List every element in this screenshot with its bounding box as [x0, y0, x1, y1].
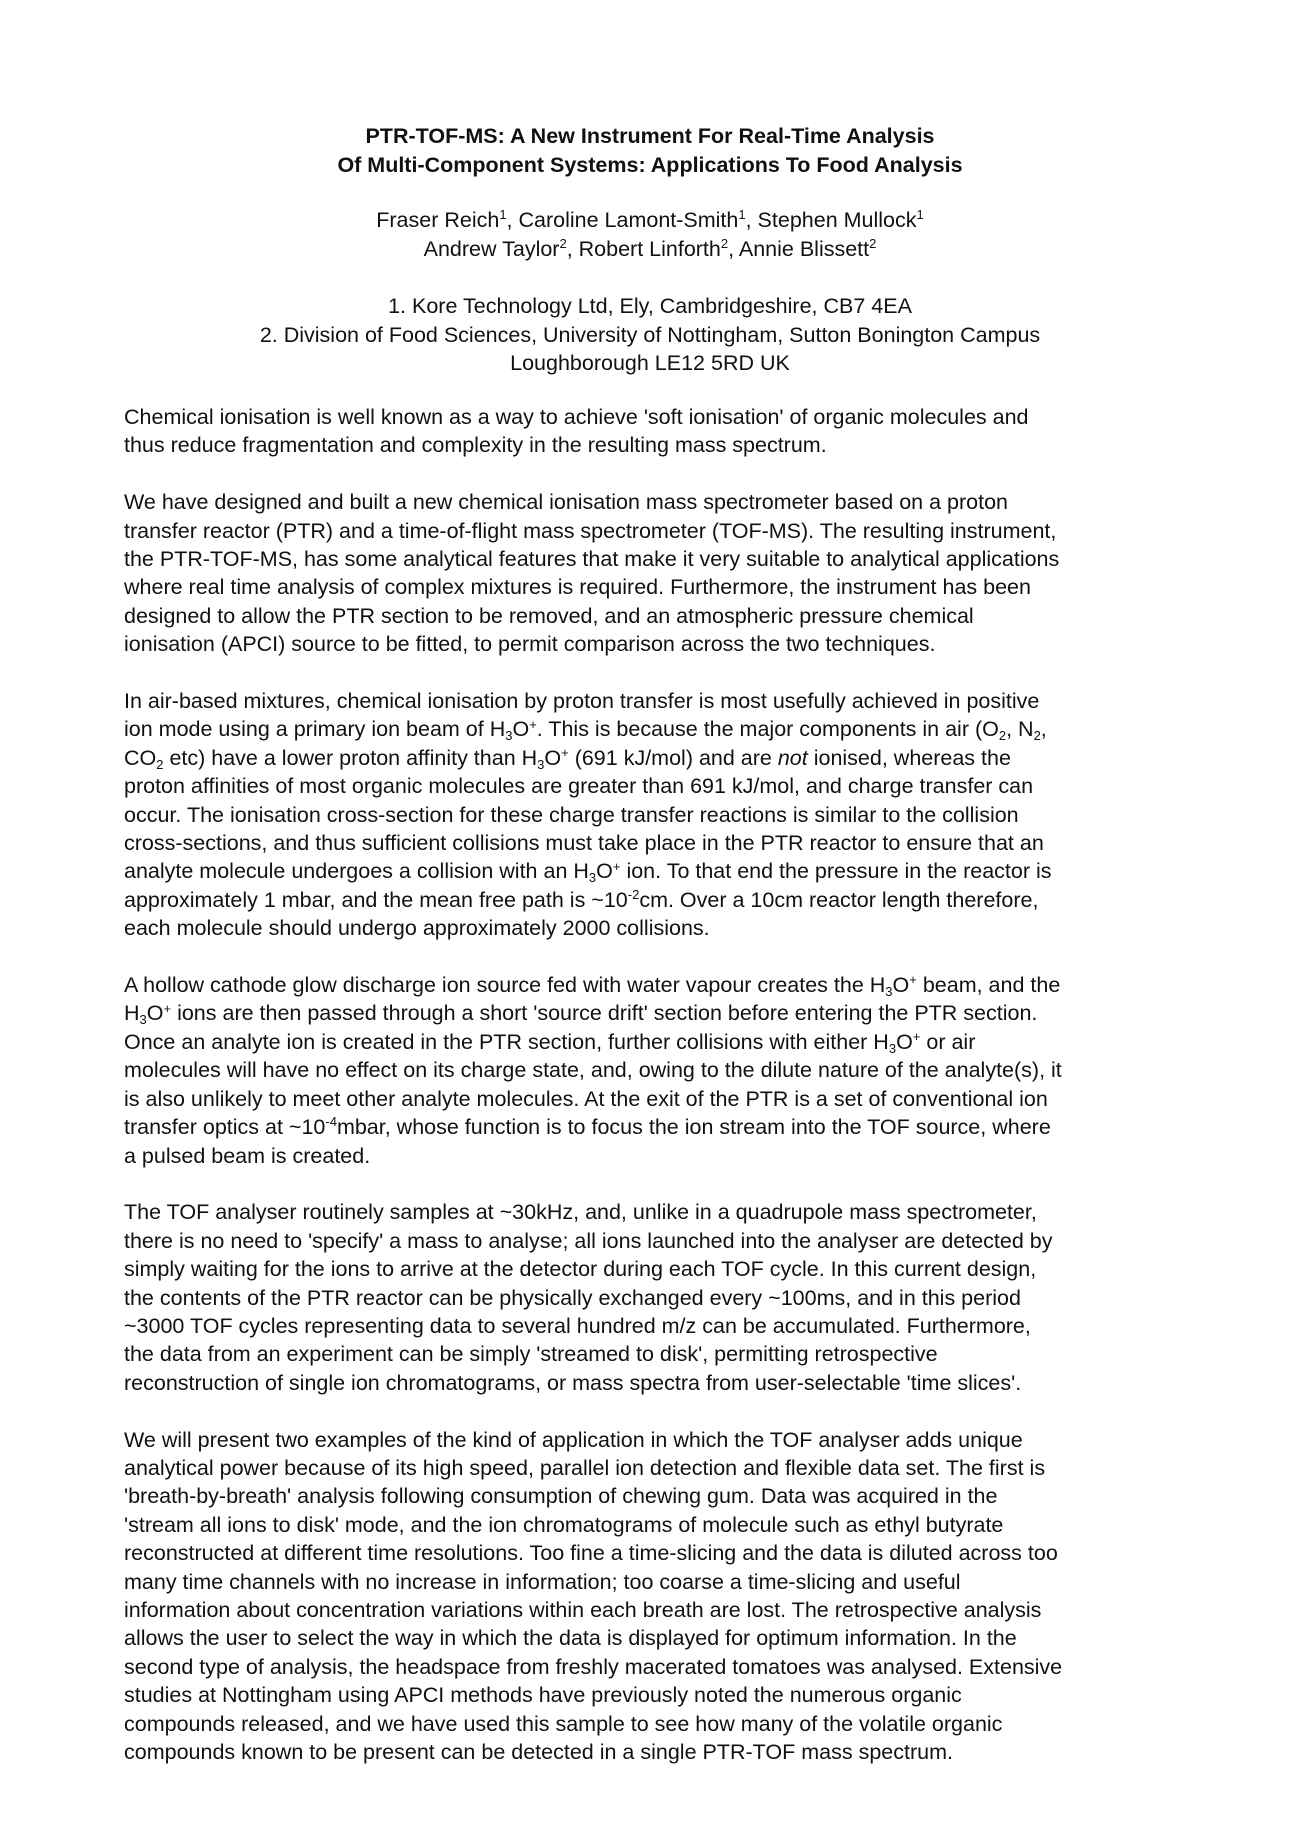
text-line	[124, 517, 1184, 545]
superscript: 2	[559, 236, 567, 252]
text-run: CO	[124, 745, 157, 770]
title-line: Of Multi-Component Systems: Applications To Food Analysis	[337, 153, 963, 177]
text-run: O	[146, 1001, 164, 1026]
text-run: studies at Nottingham using APCI methods have previously noted the numerous organic	[124, 1683, 962, 1708]
text-line	[124, 886, 1184, 914]
text-run: We have designed and built a new chemical ionisation mass spectrometer based on a proton	[124, 490, 1009, 515]
subscript: 3	[888, 1040, 897, 1056]
text-run: We will present two examples of the kind of application in which the TOF analyser adds unique	[124, 1427, 1023, 1452]
text-line	[124, 715, 1184, 743]
text-run: , N	[1006, 717, 1034, 742]
abstract-body	[124, 403, 1184, 1795]
text-run: Andrew Taylor	[423, 237, 560, 261]
affiliation-line: Loughborough LE12 5RD UK	[510, 351, 790, 375]
text-run: Fraser Reich	[376, 208, 500, 232]
text-run: O	[892, 973, 910, 998]
text-run: there is no need to 'specify' a mass to analyse; all ions launched into the analyser are detected by	[124, 1228, 1053, 1253]
text-line	[124, 431, 1184, 459]
text-line	[124, 1653, 1184, 1681]
text-line	[124, 630, 1184, 658]
text-line	[124, 1227, 1184, 1255]
text-run: (691 kJ/mol) and are	[568, 745, 778, 770]
subscript: 3	[139, 1012, 147, 1028]
text-run: reconstructed at different time resolutions. Too fine a time-slicing and the data is diluted across too	[124, 1541, 1058, 1566]
text-run: transfer optics at ~10	[124, 1115, 326, 1140]
text-line	[124, 1312, 1184, 1340]
text-run: occur. The ionisation cross-section for these charge transfer reactions is similar to the collision	[124, 802, 1019, 827]
text-line	[124, 1426, 1184, 1454]
text-line	[124, 1255, 1184, 1283]
paragraph	[124, 1198, 1184, 1397]
text-line	[124, 1596, 1184, 1624]
subscript: 2	[1033, 728, 1041, 744]
text-run: many time channels with no increase in information; too coarse a time-slicing and useful	[124, 1569, 961, 1594]
text-run: each molecule should undergo approximately 2000 collisions.	[124, 916, 710, 941]
text-run: mbar, whose function is to focus the ion stream into the TOF source, where	[336, 1115, 1051, 1140]
text-line	[124, 744, 1184, 772]
text-run: the data from an experiment can be simply 'streamed to disk', permitting retrospective	[124, 1342, 938, 1367]
text-run: thus reduce fragmentation and complexity in the resulting mass spectrum.	[124, 433, 827, 458]
text-line	[124, 971, 1184, 999]
text-line	[124, 1284, 1184, 1312]
superscript: +	[909, 972, 917, 988]
text-run: designed to allow the PTR section to be removed, and an atmospheric pressure chemical	[124, 603, 974, 628]
subscript: 3	[885, 983, 893, 999]
text-line	[124, 545, 1184, 573]
subscript: 3	[537, 756, 545, 772]
text-run: where real time analysis of complex mixtures is required. Furthermore, the instrument has been	[124, 575, 1031, 600]
superscript: 2	[869, 236, 877, 252]
paper-title	[0, 122, 1300, 180]
text-line	[124, 1624, 1184, 1652]
author-line	[0, 235, 1300, 264]
text-run: simply waiting for the ions to arrive at the detector during each TOF cycle. In this current design,	[124, 1257, 1037, 1282]
superscript: +	[529, 716, 537, 732]
text-line	[124, 999, 1184, 1027]
emphasis: not	[777, 745, 808, 770]
affiliation-line: 2. Division of Food Sciences, University of Nottingham, Sutton Bonington Campus	[259, 322, 1041, 347]
text-run: transfer reactor (PTR) and a time-of-flight mass spectrometer (TOF-MS). The resulting instrument,	[124, 518, 1057, 543]
text-run: cm. Over a 10cm reactor length therefore,	[639, 887, 1039, 912]
paragraph	[124, 1426, 1184, 1767]
text-line	[124, 1539, 1184, 1567]
text-run: second type of analysis, the headspace from freshly macerated tomatoes was analysed. Extensive	[124, 1654, 1063, 1679]
text-run: ~3000 TOF cycles representing data to several hundred m/z can be accumulated. Furthermore,	[124, 1313, 1031, 1338]
text-line	[124, 1113, 1184, 1141]
text-line	[124, 573, 1184, 601]
text-run: O	[544, 745, 562, 770]
text-run: . This is because the major components in air (O	[536, 717, 999, 742]
subscript: 3	[588, 870, 597, 886]
title-line: PTR-TOF-MS: A New Instrument For Real-Time Analysis	[365, 124, 935, 148]
superscript: +	[163, 1000, 172, 1016]
text-run: ion mode using a primary ion beam of H	[124, 717, 506, 742]
text-run: O	[896, 1029, 913, 1054]
text-run: compounds released, and we have used this sample to see how many of the volatile organic	[124, 1711, 1003, 1736]
subscript: 2	[156, 756, 164, 772]
text-run: H	[124, 1001, 140, 1026]
superscript: 1	[916, 207, 924, 223]
text-run: O	[512, 717, 530, 742]
text-run: ionisation (APCI) source to be fitted, to permit comparison across the two techniques.	[124, 632, 936, 657]
text-run: , Robert Linforth	[566, 237, 721, 261]
text-run: analytical power because of its high speed, parallel ion detection and flexible data set. The first is	[124, 1455, 1046, 1480]
text-run: , Annie Blissett	[728, 237, 870, 261]
text-line	[124, 1710, 1184, 1738]
text-run: A hollow cathode glow discharge ion source fed with water vapour creates the H	[124, 973, 886, 998]
text-line	[124, 1454, 1184, 1482]
superscript: 1	[738, 207, 746, 223]
text-run: approximately 1 mbar, and the mean free path is ~10	[124, 887, 628, 912]
text-line	[124, 1482, 1184, 1510]
superscript: 2	[720, 236, 729, 252]
text-line	[124, 1056, 1184, 1084]
text-run: , Stephen Mullock	[745, 208, 917, 232]
text-run: proton affinities of most organic molecules are greater than 691 kJ/mol, and charge transfer can	[124, 774, 1034, 799]
text-run: allows the user to select the way in which the data is displayed for optimum information. In the	[124, 1626, 1017, 1651]
text-line	[124, 1568, 1184, 1596]
text-run: In air-based mixtures, chemical ionisation by proton transfer is most usefully achieved in positive	[124, 689, 1040, 714]
text-run: ion. To that end the pressure in the reactor is	[620, 859, 1052, 884]
text-run: compounds known to be present can be detected in a single PTR-TOF mass spectrum.	[124, 1740, 953, 1765]
text-line	[124, 1028, 1184, 1056]
superscript: 1	[499, 207, 507, 223]
text-run: analyte molecule undergoes a collision with an H	[124, 859, 589, 884]
text-run: beam, and the	[916, 973, 1061, 998]
subscript: 3	[505, 728, 513, 744]
affiliation-list	[0, 292, 1300, 378]
superscript: +	[612, 858, 621, 874]
text-line	[124, 857, 1184, 885]
superscript: -2	[627, 887, 640, 903]
text-line	[124, 1198, 1184, 1226]
text-run: is also unlikely to meet other analyte molecules. At the exit of the PTR is a set of conventional ion	[124, 1086, 1048, 1111]
text-run: 'stream all ions to disk' mode, and the ion chromatograms of molecule such as ethyl butyrate	[124, 1512, 1004, 1537]
text-line	[124, 801, 1184, 829]
superscript: +	[561, 745, 569, 761]
text-run: cross-sections, and thus sufficient collisions must take place in the PTR reactor to ensure that an	[124, 831, 1044, 856]
paragraph	[124, 687, 1184, 943]
subscript: 2	[998, 728, 1007, 744]
text-run: Chemical ionisation is well known as a way to achieve 'soft ionisation' of organic molecules and	[124, 405, 1029, 429]
paragraph	[124, 403, 1184, 460]
text-line	[124, 772, 1184, 800]
superscript: +	[912, 1029, 921, 1045]
text-run: 'breath-by-breath' analysis following consumption of chewing gum. Data was acquired in the	[124, 1484, 998, 1509]
text-line	[124, 403, 1184, 431]
text-run: a pulsed beam is created.	[124, 1143, 371, 1168]
text-line	[124, 829, 1184, 857]
text-run: , Caroline Lamont-Smith	[506, 208, 739, 232]
text-line	[124, 488, 1184, 516]
text-line	[124, 1340, 1184, 1368]
text-line	[124, 602, 1184, 630]
paragraph	[124, 488, 1184, 658]
text-run: ,	[1040, 717, 1047, 742]
text-run: O	[596, 859, 613, 884]
text-run: The TOF analyser routinely samples at ~30kHz, and, unlike in a quadrupole mass spectrometer,	[124, 1200, 1037, 1225]
text-run: ions are then passed through a short 'source drift' section before entering the PTR section.	[171, 1001, 1038, 1026]
text-line	[124, 1681, 1184, 1709]
text-run: information about concentration variations within each breath are lost. The retrospective analysis	[124, 1597, 1042, 1622]
paragraph	[124, 971, 1184, 1170]
affiliation-line: 1. Kore Technology Ltd, Ely, Cambridgeshire, CB7 4EA	[388, 294, 912, 318]
text-run: Once an analyte ion is created in the PTR section, further collisions with either H	[124, 1029, 889, 1054]
text-run: ionised, whereas the	[807, 745, 1011, 770]
text-run: the PTR-TOF-MS, has some analytical features that make it very suitable to analytical applications	[124, 547, 1060, 572]
text-line	[124, 1142, 1184, 1170]
text-line	[124, 1085, 1184, 1113]
text-run: molecules will have no effect on its charge state, and, owing to the dilute nature of the analyte(s), it	[124, 1058, 1062, 1083]
superscript: -4	[325, 1114, 337, 1130]
text-line	[124, 1511, 1184, 1539]
text-run: or air	[920, 1029, 976, 1054]
text-run: etc) have a lower proton affinity than H	[163, 745, 538, 770]
author-list	[0, 206, 1300, 264]
text-line	[124, 914, 1184, 942]
text-run: the contents of the PTR reactor can be physically exchanged every ~100ms, and in this period	[124, 1285, 1021, 1310]
text-run: reconstruction of single ion chromatograms, or mass spectra from user-selectable 'time slices'.	[124, 1370, 1022, 1395]
text-line	[124, 1369, 1184, 1397]
author-line	[0, 206, 1300, 235]
text-line	[124, 687, 1184, 715]
text-line	[124, 1738, 1184, 1766]
